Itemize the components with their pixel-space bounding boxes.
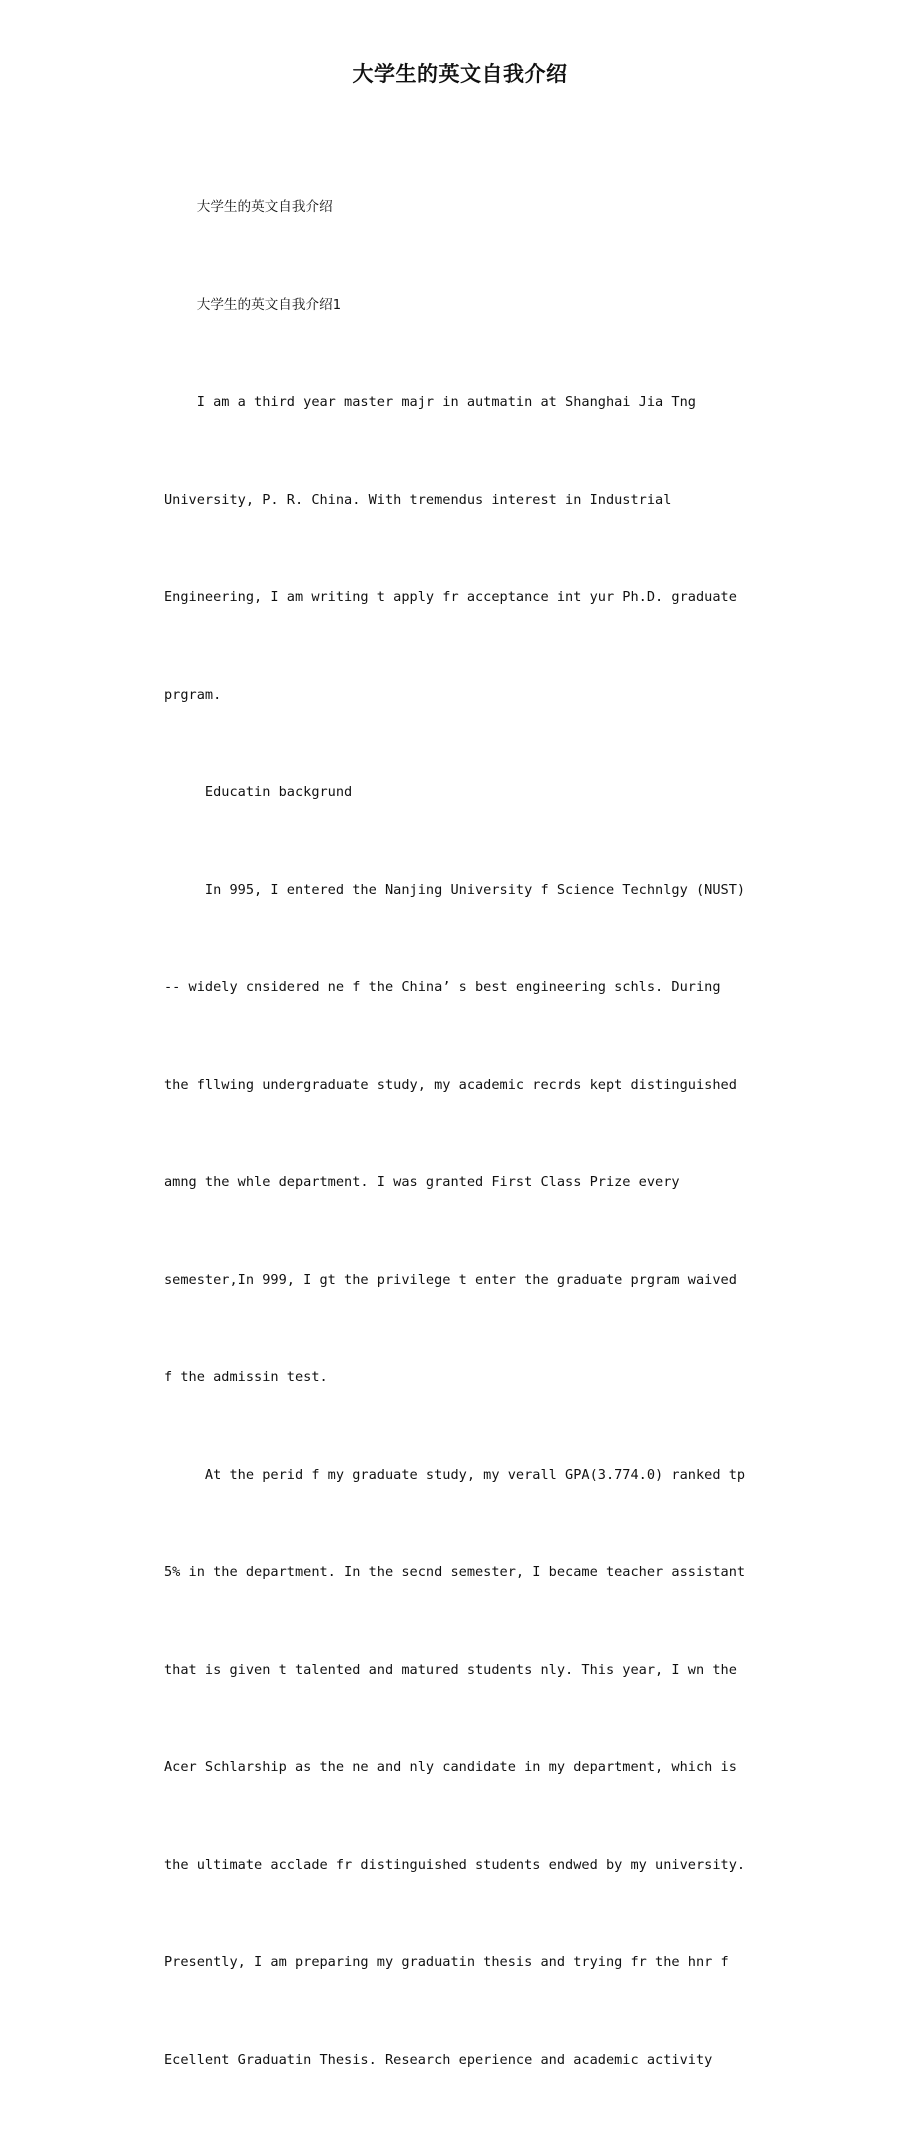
- body-line: Ecellent Graduatin Thesis. Research eperience and academic activity: [164, 2051, 713, 2068]
- document-body: [164, 126, 764, 2141]
- body-line: University, P. R. China. With tremendus interest in Industrial: [164, 491, 672, 508]
- body-line: that is given t talented and matured students nly. This year, I wn the: [164, 1661, 737, 1678]
- body-line: 5% in the department. In the secnd semester, I became teacher assistant: [164, 1564, 746, 1580]
- body-line: In 995, I entered the Nanjing University f Science Technlgy (NUST): [164, 881, 746, 898]
- body-line: amng the whle department. I was granted First Class Prize every: [164, 1174, 680, 1190]
- body-line: Acer Schlarship as the ne and nly candidate in my department, which is: [164, 1759, 737, 1775]
- body-line: Educatin backgrund: [164, 784, 353, 800]
- body-line: I am a third year master majr in autmatin at Shanghai Jia Tng: [164, 394, 696, 410]
- body-line: 大学生的英文自我介绍1: [164, 296, 341, 313]
- body-line: -- widely cnsidered ne f the China’ s best engineering schls. During: [164, 979, 721, 995]
- body-line: Engineering, I am writing t apply fr acceptance int yur Ph.D. graduate: [164, 589, 737, 605]
- body-line: 大学生的英文自我介绍: [164, 199, 333, 215]
- body-line: Presently, I am preparing my graduatin thesis and trying fr the hnr f: [164, 1954, 729, 1970]
- body-line: the fllwing undergraduate study, my academic recrds kept distinguished: [164, 1076, 737, 1093]
- body-line: prgram.: [164, 686, 222, 703]
- body-line: the ultimate acclade fr distinguished students endwed by my university.: [164, 1856, 746, 1873]
- body-line: semester,In 999, I gt the privilege t enter the graduate prgram waived: [164, 1271, 737, 1288]
- document-title: 大学生的英文自我介绍: [352, 61, 568, 86]
- body-line: At the perid f my graduate study, my verall GPA(3.774.0) ranked tp: [164, 1466, 746, 1483]
- body-line: f the admissin test.: [164, 1369, 328, 1385]
